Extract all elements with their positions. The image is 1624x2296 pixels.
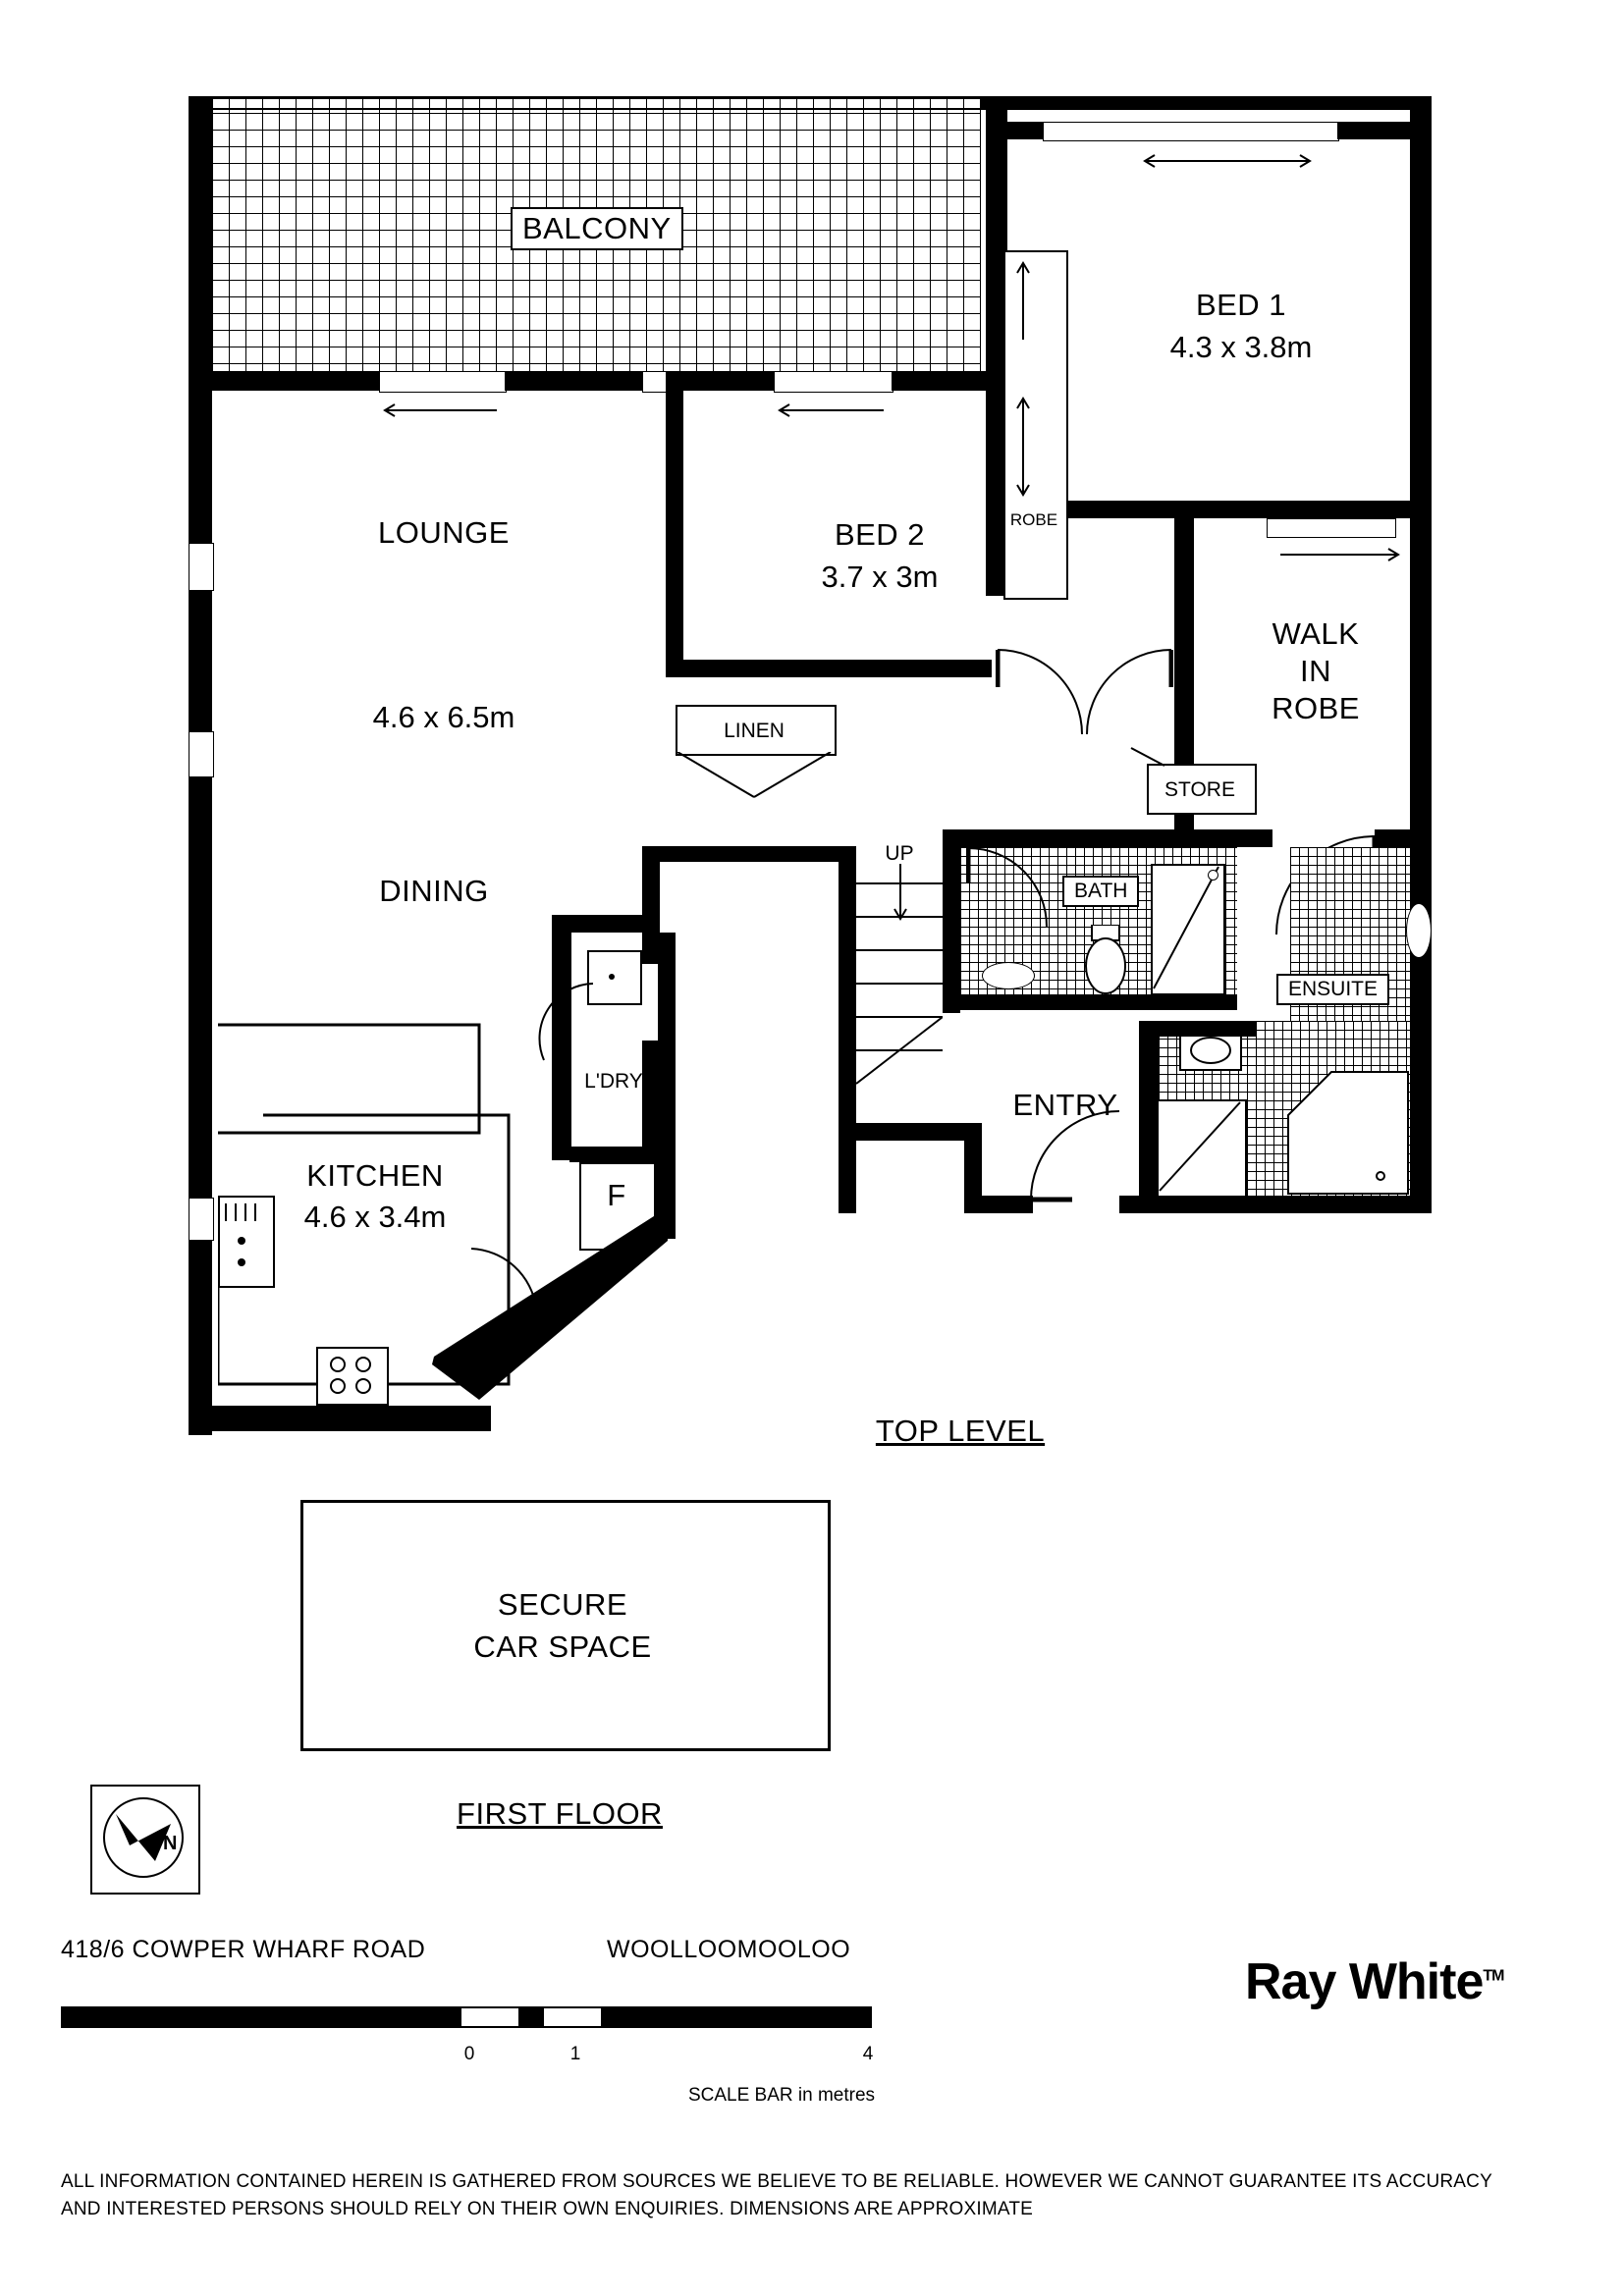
wall-right-outer-bed1 — [1410, 96, 1432, 518]
scale-bar-seg-3 — [520, 2006, 542, 2028]
svg-text:N: N — [163, 1833, 178, 1854]
room-dims-bed1: 4.3 x 3.8m — [1169, 330, 1313, 364]
room-label-entry: ENTRY — [1012, 1088, 1118, 1122]
bath-shower-head — [1208, 870, 1218, 881]
scale-tick-4: 4 — [862, 2044, 874, 2064]
robe-door-arrow-1 — [1011, 257, 1035, 347]
ensuite-bathtub — [1286, 1070, 1410, 1196]
window-bed1 — [1043, 122, 1339, 141]
sliding-door-bed2-2 — [774, 371, 893, 393]
wall-wir-bottom-right — [1375, 829, 1432, 847]
scale-bar-seg-1 — [61, 2006, 460, 2028]
room-label-bath: BATH — [1062, 876, 1139, 907]
wall-entry-left — [964, 1131, 982, 1213]
wir-door-arrow — [1276, 542, 1404, 569]
door-swing-bath — [966, 846, 1049, 929]
wall-right-outer-ensuite — [1410, 832, 1432, 1196]
scale-tick-1: 1 — [569, 2044, 581, 2064]
secure-car-space-label-1: SECURE — [497, 1587, 628, 1622]
wall-balcony-bed2-a — [681, 371, 774, 391]
wall-left-lounge-lower — [189, 775, 212, 1198]
brand-tm: TM — [1483, 1967, 1504, 1985]
ensuite-shower-diagonal — [1157, 1099, 1243, 1194]
wall-balcony-lounge-b — [505, 371, 642, 391]
wall-entry-top — [856, 1123, 982, 1141]
wall-ensuite-bottom — [1139, 1196, 1432, 1213]
sliding-door-lounge-1 — [379, 371, 507, 393]
wall-ensuite-top-left — [1139, 1021, 1257, 1037]
scale-bar-caption: SCALE BAR in metres — [687, 2085, 876, 2106]
wall-left-outer — [189, 96, 212, 386]
stair-up-arrow — [890, 864, 911, 923]
room-label-wir-1: WALK — [1272, 616, 1360, 651]
room-label-wir-2: IN — [1300, 654, 1331, 688]
bath-shower-diagonal — [1151, 864, 1221, 991]
balcony-hatch-top-strip — [212, 98, 981, 108]
room-label-dining: DINING — [379, 874, 489, 908]
scale-bar-seg-5 — [603, 2006, 872, 2028]
wall-bed2-bottom — [666, 660, 992, 677]
address-line: 418/6 COWPER WHARF ROAD — [61, 1936, 426, 1963]
level-title-first: FIRST FLOOR — [457, 1796, 663, 1831]
room-label-lounge: LOUNGE — [378, 515, 510, 550]
brand-name: Ray White — [1245, 1953, 1484, 2010]
door-swing-bed2 — [996, 648, 1084, 736]
wall-right-outer-wir — [1410, 518, 1432, 832]
store-door-line — [1129, 746, 1168, 785]
room-label-bed1: BED 1 — [1195, 288, 1287, 322]
wall-bed1-top-outer — [986, 96, 1426, 110]
wall-fridge-top — [569, 1147, 676, 1162]
room-label-pantry: P'TRY — [509, 1311, 568, 1334]
kitchen-sink-detail — [218, 1196, 271, 1284]
room-label-laundry: L'DRY — [584, 1070, 643, 1093]
door-swing-arrow-bed2 — [774, 397, 892, 426]
kitchen-cooktop-burners — [316, 1347, 385, 1402]
north-arrow-icon — [90, 1785, 196, 1891]
wall-bed2-left — [666, 371, 683, 677]
scale-tick-0: 0 — [463, 2044, 475, 2064]
wall-bath-bottom — [943, 994, 1237, 1010]
room-label-fridge: F — [607, 1178, 626, 1212]
room-label-store: STORE — [1164, 778, 1235, 801]
window-arrow-bed1 — [1139, 147, 1316, 177]
wall-dining-top — [642, 846, 760, 862]
wall-kitchen-bottom — [189, 1406, 491, 1431]
wall-balcony-bed2-b — [892, 371, 943, 391]
disclaimer-line-2: AND INTERESTED PERSONS SHOULD RELY ON THEIR OWN ENQUIRIES. DIMENSIONS ARE APPROXIMATE — [61, 2199, 1034, 2219]
level-title-top: TOP LEVEL — [875, 1414, 1046, 1448]
wall-ensuite-left — [1139, 1021, 1159, 1213]
wall-stair-left — [839, 846, 856, 1141]
bath-toilet — [1080, 925, 1131, 995]
window-left-1 — [189, 543, 214, 591]
room-label-balcony: BALCONY — [511, 207, 683, 250]
wall-balcony-lounge-a — [212, 371, 379, 391]
room-label-linen: LINEN — [724, 720, 785, 742]
room-label-bed2: BED 2 — [834, 517, 926, 552]
laundry-tub-dot — [609, 974, 615, 980]
brand-logo — [1245, 1953, 1503, 2012]
suburb-line: WOOLLOOMOOLOO — [607, 1936, 851, 1963]
door-swing-arrow-lounge — [379, 397, 505, 426]
bath-basin — [982, 962, 1035, 989]
room-label-robe: ROBE — [1009, 510, 1058, 529]
door-swing-entry — [1029, 1109, 1123, 1203]
ensuite-basin-right — [1406, 903, 1432, 958]
linen-door-swing — [676, 752, 833, 801]
room-label-kitchen: KITCHEN — [306, 1158, 444, 1193]
door-swing-bed2-b — [1085, 648, 1173, 736]
wall-bed1-bottom-right — [1229, 501, 1432, 518]
room-label-wir-3: ROBE — [1272, 691, 1360, 725]
wall-bath-top — [943, 829, 1237, 847]
window-left-2 — [189, 731, 214, 777]
wall-ldry-right — [658, 933, 676, 1239]
room-dims-kitchen: 4.6 x 3.4m — [303, 1200, 447, 1234]
scale-bar — [61, 2006, 872, 2032]
wall-left-lounge-mid — [189, 589, 212, 731]
secure-car-space-label-2: CAR SPACE — [473, 1629, 652, 1664]
wall-balcony-right-cap — [943, 371, 986, 391]
wir-window — [1267, 518, 1396, 538]
wall-stair-right — [943, 846, 960, 1013]
robe-door-arrow-2 — [1011, 393, 1035, 501]
disclaimer-line-1: ALL INFORMATION CONTAINED HEREIN IS GATHERED FROM SOURCES WE BELIEVE TO BE RELIABLE. HOWEVER WE CANNOT GUARANTEE ITS ACCURACY — [61, 2171, 1492, 2192]
wall-entry-left-lower — [839, 1123, 856, 1213]
secure-car-space-box — [300, 1500, 831, 1751]
wall-left-lounge-upper — [189, 386, 212, 543]
stair-direction-label: UP — [885, 842, 914, 865]
wall-robe-right — [986, 250, 1003, 260]
room-label-ensuite: ENSUITE — [1276, 974, 1389, 1005]
scale-bar-seg-4 — [542, 2006, 603, 2028]
room-dims-lounge: 4.6 x 6.5m — [372, 700, 515, 734]
window-left-3 — [189, 1198, 214, 1241]
room-dims-bed2: 3.7 x 3m — [821, 560, 939, 594]
scale-bar-seg-2 — [460, 2006, 520, 2028]
laundry-door-swing — [538, 982, 597, 1080]
wall-ldry-top — [569, 915, 660, 933]
wall-robe-left — [986, 250, 1003, 596]
